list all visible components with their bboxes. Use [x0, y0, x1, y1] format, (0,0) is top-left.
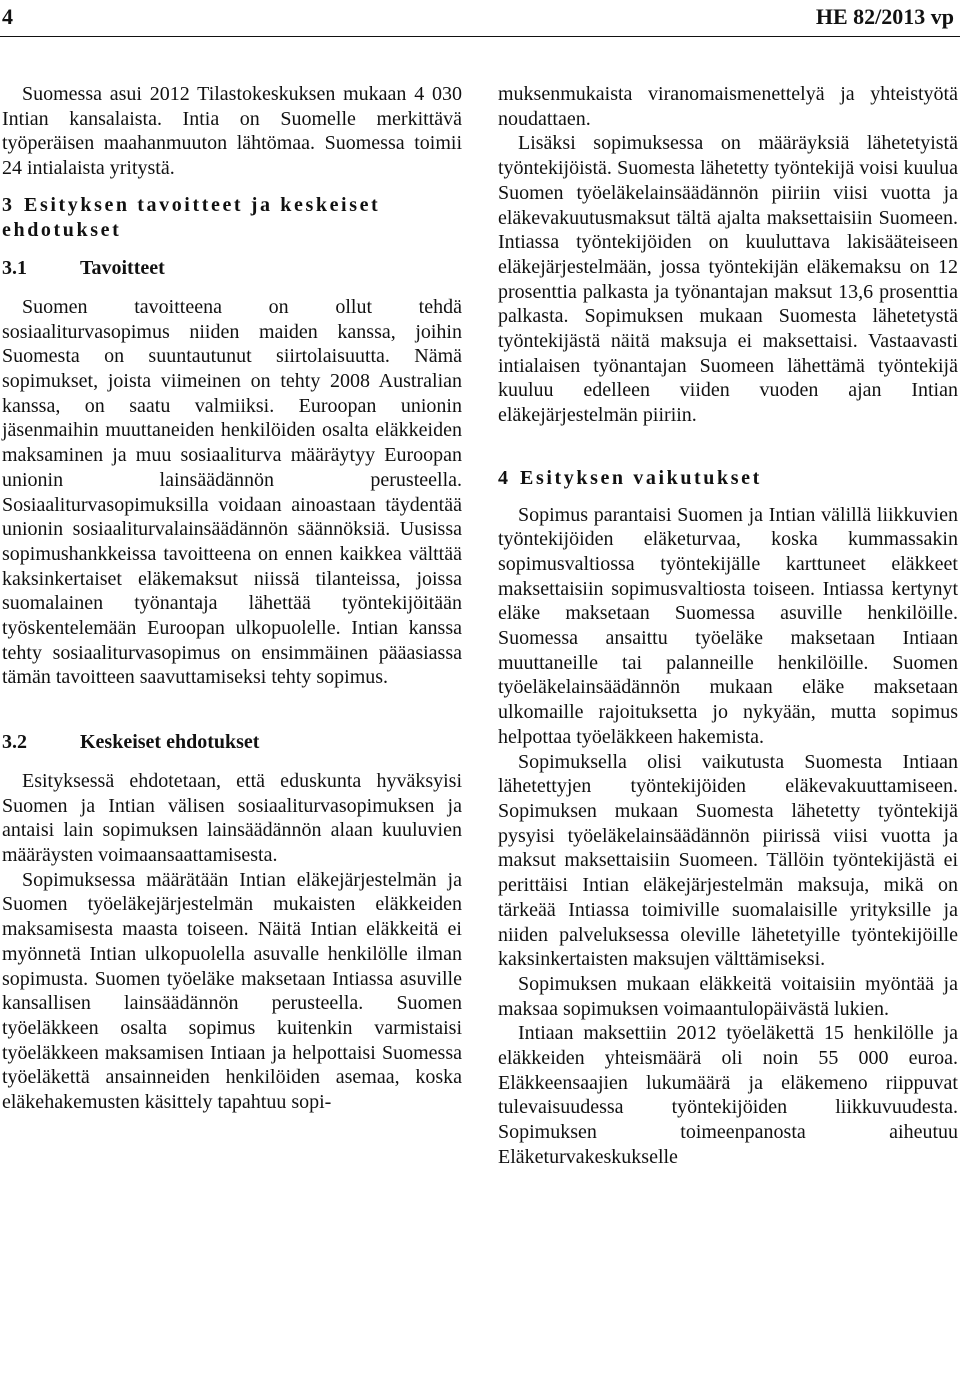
paragraph-effects-2: Sopimuksella olisi vaikutusta Suomesta Intiaan lähetettyjen työntekijöiden eläkevakuuttamiseen. Sopimuksen mukaan Suomesta lähetetty työntekijä pysyisi työeläkelainsäädännön piirissä viisi vuotta ja maksut maksettaisiin Suomeen. Tällöin työntekijästä ei perittäisi Intian eläkejärjestelmän maksuja, mikä on tärkeää Intiassa toimiville suomalaisille yrityksille ja niiden palveluksessa oleville lähetetyille työntekijöille kaksinkertaisten maksujen välttämiseksi. — [498, 750, 958, 971]
paragraph-proposal-2: Sopimuksessa määrätään Intian eläkejärjestelmän ja Suomen työeläkejärjestelmän mukaisten eläkkeiden maksamisesta maasta toiseen. Näitä Intian eläkkeitä ei myönnetä Intian ulkopuolella asuvalle henkilölle ilman sopimusta. Suomen työeläke maksetaan Intiassa asuville kansallisen lainsäädännön perusteella. Suomen työeläkkeen osalta sopimus kuitenkin varmistaisi työeläkkeen maksamisen Intiaan ja helpottaisi Suomessa työeläkettä ansainneiden henkilöiden asemaa, koska eläkehakemusten käsittely tapahtuu sopi- — [2, 868, 462, 1114]
section-title: Esityksen tavoitteet ja keskeiset ehdotukset — [2, 193, 381, 241]
header-rule — [0, 36, 960, 37]
subsection-title: Tavoitteet — [80, 257, 165, 280]
page-number: 4 — [2, 4, 13, 29]
paragraph-posted-workers: Lisäksi sopimuksessa on määräyksiä lähetetyistä työntekijöistä. Suomesta lähetetty työntekijä voisi kuulua Suomen työeläkelainsäädännön piiriin viisi vuotta ja eläkevakuutusmaksut tältä ajalta maksettaisiin Suomeen. Intiassa työntekijöiden on kuuluttava lakisääteiseen eläkejärjestelmään, jossa työntekijän eläkemaksu on 12 prosenttia palkasta ja työnantajan maksut 13,6 prosenttia palkasta. Sopimuksen mukaan Suomesta lähetetystä työntekijästä näitä maksuja ei maksettaisi. Vastaavasti intialaisen työnantajan Suomeen lähettämä työntekijä kuuluu edelleen viiden vuoden ajan Intian eläkejärjestelmän piiriin. — [498, 132, 958, 427]
paragraph-effects-3: Sopimuksen mukaan eläkkeitä voitaisiin myöntää ja maksaa sopimuksen voimaantulopäivästä lukien. — [498, 972, 958, 1020]
paragraph-goals: Suomen tavoitteena on ollut tehdä sosiaaliturvasopimus niiden maiden kanssa, joihin Suomesta on suuntautunut siirtolaisuutta. Nämä sopimukset, joista viimeinen on tehty 2008 Australian kanssa, on saatu valmiiksi. Euroopan unionin jäsenmaihin muuttaneiden henkilöiden osalta eläkkeiden maksaminen ja muu sosiaaliturva määräytyy Euroopan unionin lainsäädännön perusteella. Sosiaaliturvasopimuksilla voidaan ainoastaan täydentää unionin sosiaaliturvalainsäädännön säännöksiä. Uusissa sopimushankkeissa tavoitteena on ennen kaikkea välttää kaksinkertaiset eläkemaksut niissä tilanteissa, joissa suomalainen työnantaja lähettää työntekijöitään työskentelemään Euroopan ulkopuolelle. Intian kanssa tehty sosiaaliturvasopimus on ensimmäinen pääasiassa tämän tavoitteen saavuttamiseksi tehty sopimus. — [2, 295, 462, 689]
subsection-heading-3-2 — [2, 730, 462, 755]
subsection-number: 3.1 — [2, 257, 27, 280]
paragraph-effects-4: Intiaan maksettiin 2012 työeläkettä 15 henkilölle ja eläkkeiden yhteismäärä oli noin 55 000 euroa. Eläkkeensaajien lukumäärä ja eläkemeno riippuvat tulevaisuudessa työntekijöiden liikkuvuudesta. Sopimuksen toimeenpanosta aiheutuu Eläketurvakeskukselle — [498, 1022, 958, 1168]
right-column — [498, 82, 958, 1170]
subsection-heading-3-1 — [2, 256, 462, 281]
document-id: HE 82/2013 vp — [815, 4, 954, 29]
paragraph-continued: muksenmukaista viranomaismenettelyä ja yhteistyötä noudattaen. — [498, 83, 958, 130]
section-heading-3 — [2, 193, 462, 242]
section-heading-4 — [498, 466, 958, 491]
section-number: 4 — [498, 466, 508, 489]
paragraph-proposal-1: Esityksessä ehdotetaan, että eduskunta hyväksyisi Suomen ja Intian välisen sosiaaliturvasopimuksen ja antaisi lain sopimuksen lainsäädännön alaan kuuluvien määräysten voimaansaattamisesta. — [2, 769, 462, 866]
paragraph-intro: Suomessa asui 2012 Tilastokeskuksen mukaan 4 030 Intian kansalaista. Intia on Suomelle merkittävä työperäisen maahanmuuton lähtömaa. Suomessa toimii 24 intialaista yritystä. — [2, 83, 462, 180]
left-column — [2, 82, 462, 1115]
section-title: Esityksen vaikutukset — [520, 466, 762, 489]
section-number: 3 — [2, 193, 12, 216]
paragraph-effects-1: Sopimus parantaisi Suomen ja Intian välillä liikkuvien työntekijöiden eläketurvaa, koska kummassakin sopimusvaltiossa työntekijälle karttuneet eläkkeet maksettaisiin sopimusvaltiosta toiseen. Intiassa kertynyt eläke maksetaan Suomessa asuville henkilöille. Suomessa ansaittu työeläke maksetaan Intiaan muuttaneille tai palanneille henkilöille. Suomen työeläkelainsäädännön mukaan eläke maksetaan ulkomaille rajoituksetta jo nykyään, mutta sopimus helpottaa työeläkkeen hakemista. — [498, 503, 958, 748]
subsection-title: Keskeiset ehdotukset — [80, 731, 260, 754]
subsection-number: 3.2 — [2, 731, 27, 754]
page-header — [0, 0, 960, 40]
